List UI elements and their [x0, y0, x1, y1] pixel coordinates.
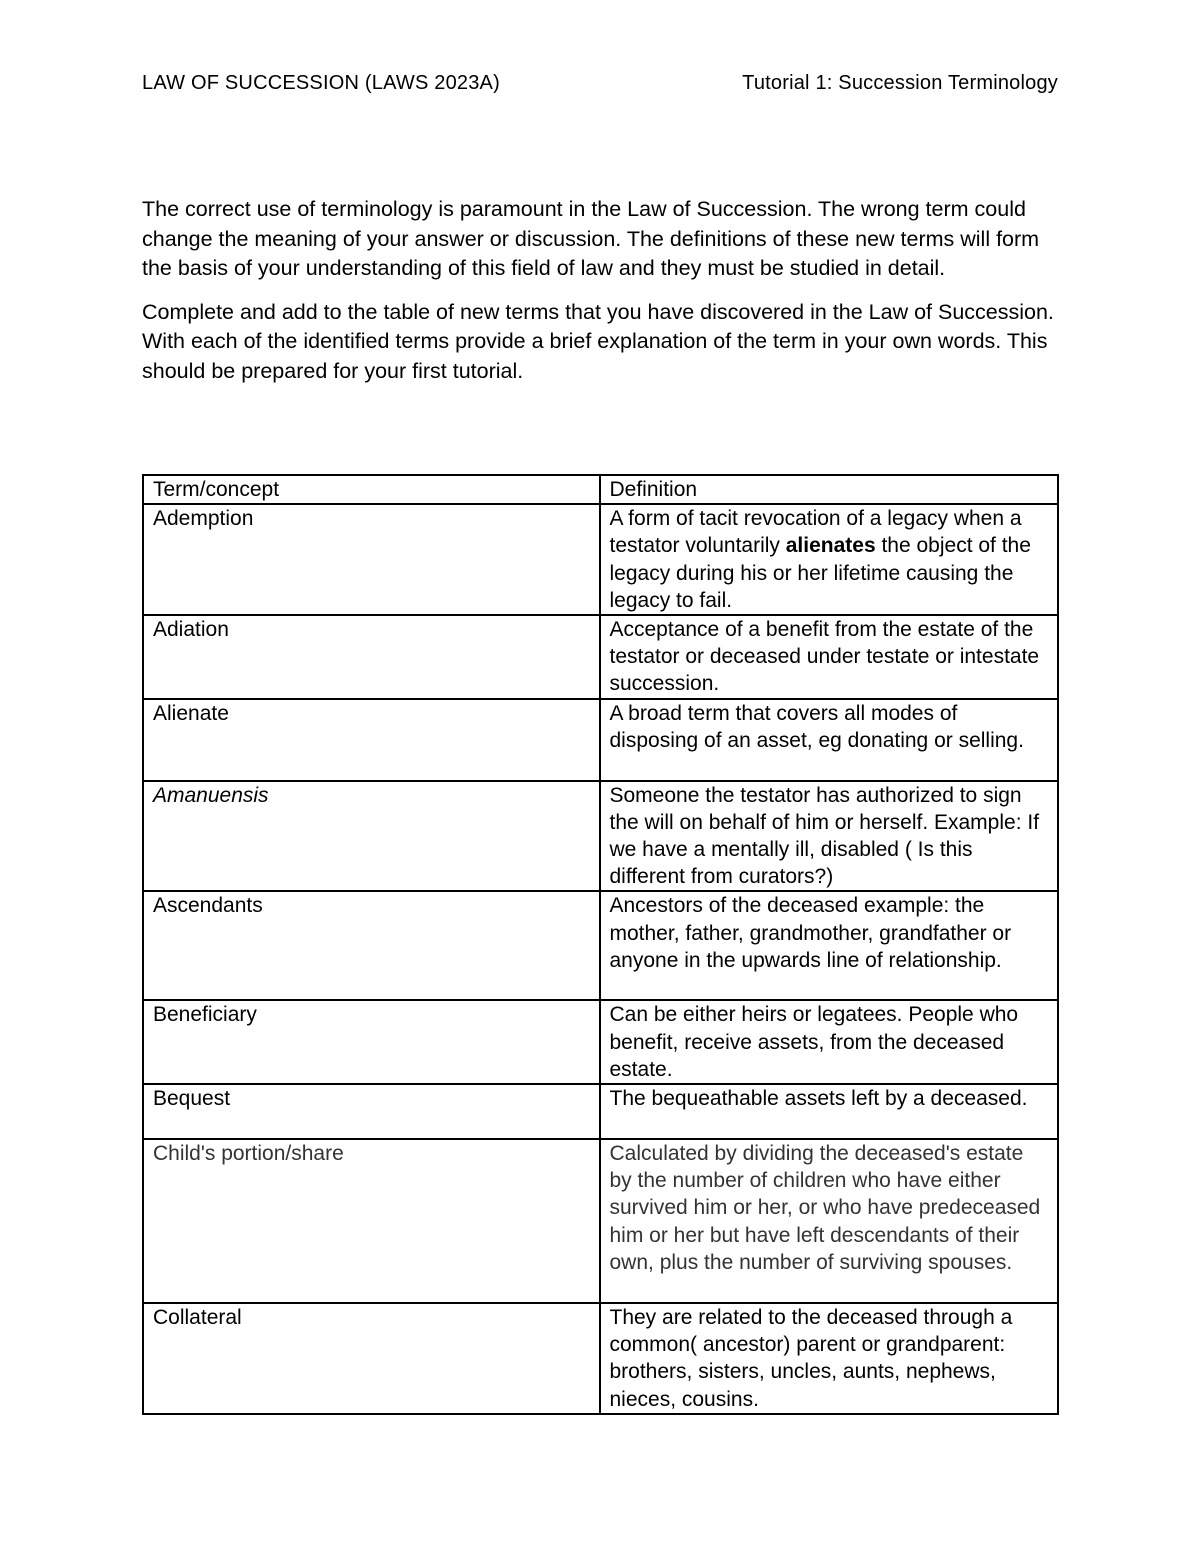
term-cell: Adiation [143, 615, 600, 699]
table-row [143, 1303, 1058, 1414]
definition-cell: Acceptance of a benefit from the estate of the testator or deceased under testate or intestate succession. [600, 615, 1059, 699]
definition-cell: A broad term that covers all modes of disposing of an asset, eg donating or selling. [600, 699, 1059, 781]
definition-text: the object of the legacy during his or her lifetime causing the legacy to fail. [609, 534, 1031, 612]
definition-cell [600, 504, 1059, 615]
definition-cell: Calculated by dividing the deceased's estate by the number of children who have either survived him or her, or who have predeceased him or her but have left descendants of their own, plus the number of surviving spouses. [600, 1139, 1059, 1303]
term-cell: Bequest [143, 1084, 600, 1139]
table-row [143, 504, 1058, 615]
header-definition: Definition [600, 475, 1059, 504]
definition-text: A form of tacit revocation of a legacy when a testator voluntarily [609, 507, 1022, 558]
tutorial-title: Tutorial 1: Succession Terminology [742, 72, 1058, 94]
definition-bold-text: alienates [785, 534, 876, 558]
table-row [143, 1084, 1058, 1139]
intro-text [142, 195, 1058, 400]
intro-paragraph-1: The correct use of terminology is paramount in the Law of Succession. The wrong term could change the meaning of your answer or discussion. The definitions of these new terms will form the basis of your understanding of this field of law and they must be studied in detail. [142, 197, 1040, 280]
definition-cell: They are related to the deceased through a common( ancestor) parent or grandparent: brothers, sisters, uncles, aunts, nephews, nieces, cousins. [600, 1303, 1059, 1414]
term-cell: Collateral [143, 1303, 600, 1414]
table-row [143, 615, 1058, 699]
term-cell: Child's portion/share [143, 1139, 600, 1303]
definition-cell: Someone the testator has authorized to sign the will on behalf of him or herself. Example: If we have a mentally ill, disabled ( Is this different from curators?) [600, 781, 1059, 892]
definition-cell: Can be either heirs or legatees. People who benefit, receive assets, from the deceased estate. [600, 1000, 1059, 1084]
course-title: LAW OF SUCCESSION (LAWS 2023A) [142, 72, 500, 94]
term-cell: Ademption [143, 504, 600, 615]
table-row [143, 1000, 1058, 1084]
table-row [143, 781, 1058, 892]
term-cell: Amanuensis [143, 781, 600, 892]
term-cell: Beneficiary [143, 1000, 600, 1084]
table-row [143, 1139, 1058, 1303]
definition-cell: Ancestors of the deceased example: the mother, father, grandmother, grandfather or anyone in the upwards line of relationship. [600, 891, 1059, 1000]
term-cell: Alienate [143, 699, 600, 781]
definition-cell: The bequeathable assets left by a deceased. [600, 1084, 1059, 1139]
table-row [143, 699, 1058, 781]
header-term: Term/concept [143, 475, 600, 504]
table-row [143, 891, 1058, 1000]
table-header-row [143, 475, 1058, 504]
terminology-table [142, 474, 1059, 1415]
term-cell: Ascendants [143, 891, 600, 1000]
intro-paragraph-2: Complete and add to the table of new terms that you have discovered in the Law of Succession. With each of the identified terms provide a brief explanation of the term in your own words. This should be prepared for your first tutorial. [142, 299, 1054, 383]
